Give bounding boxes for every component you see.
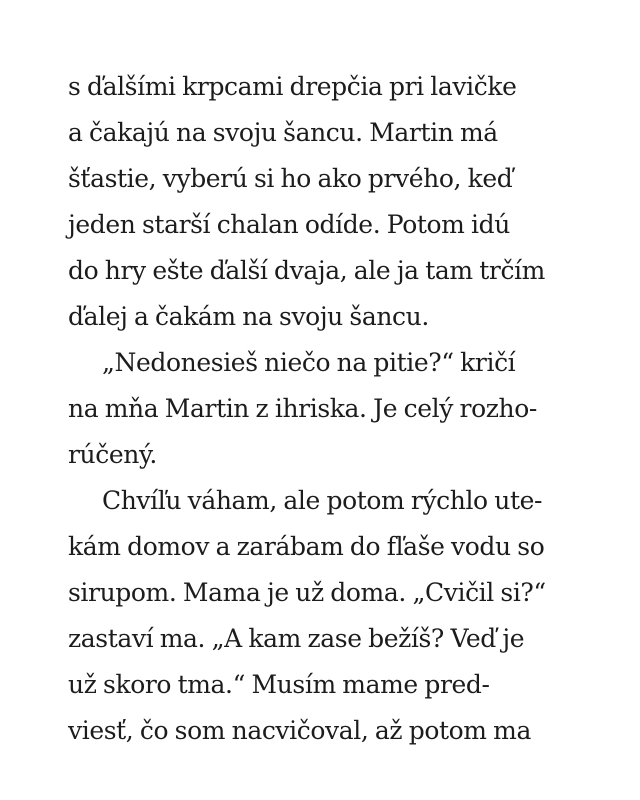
text-line-13: zastaví ma. „A kam zase bežíš? Veď je [68, 624, 525, 653]
text-line-14: už skoro tma.“ Musím mame pred- [68, 670, 490, 699]
text-line-2: a čakajú na svoju šancu. Martin má [68, 118, 498, 147]
text-line-10: Chvíľu váham, ale potom rýchlo ute- [102, 486, 543, 515]
text-line-12: sirupom. Mama je už doma. „Cvičil si?“ [68, 578, 546, 607]
text-line-7: „Nedonesieš niečo na pitie?“ kričí [102, 348, 516, 377]
text-line-8: na mňa Martin z ihriska. Je celý rozho- [68, 394, 537, 423]
text-line-9: rúčený. [68, 440, 157, 469]
text-line-1: s ďalšími krpcami drepčia pri lavičke [68, 72, 517, 101]
text-line-4: jeden starší chalan odíde. Potom idú [68, 210, 510, 239]
text-line-5: do hry ešte ďalší dvaja, ale ja tam trčím [68, 256, 545, 285]
text-line-11: kám domov a zarábam do fľaše vodu so [68, 532, 545, 561]
text-line-6: ďalej a čakám na svoju šancu. [68, 302, 429, 331]
text-line-3: šťastie, vyberú si ho ako prvého, keď [68, 164, 513, 193]
text-line-15: viesť, čo som nacvičoval, až potom ma [68, 716, 531, 745]
